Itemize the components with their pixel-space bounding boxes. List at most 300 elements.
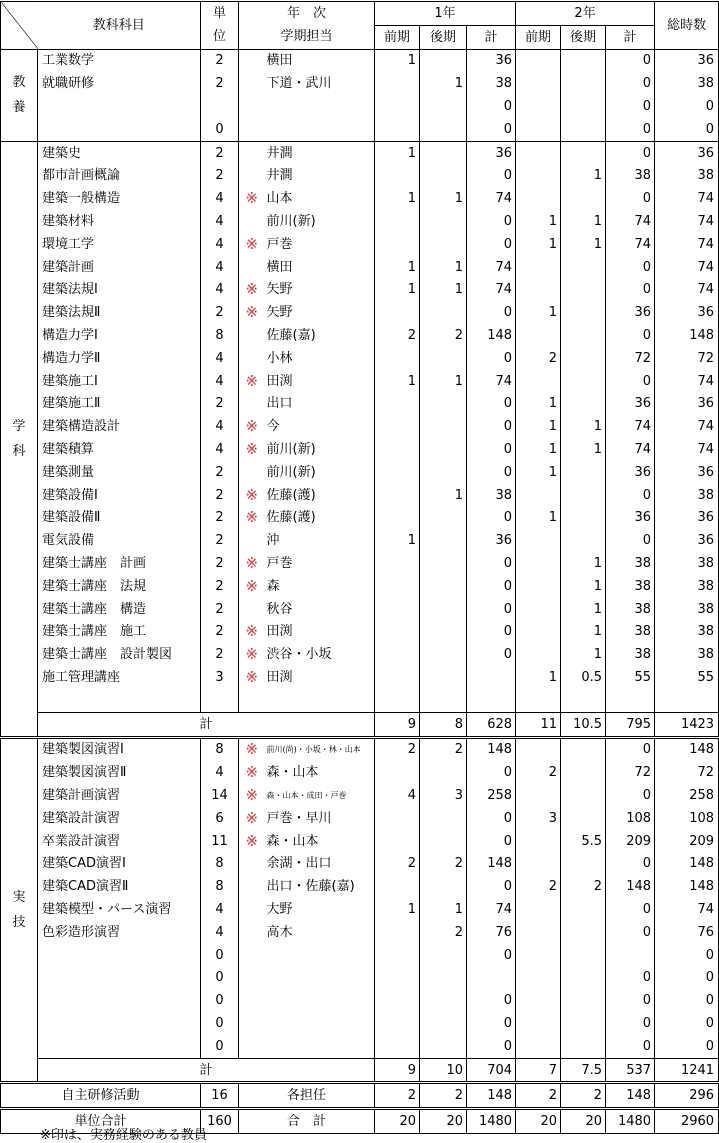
hours-y2t: 0 (606, 1035, 655, 1058)
hours-total: 148 (655, 852, 719, 875)
header-total-hours: 総時数 (655, 2, 719, 50)
hours-y1b (420, 301, 467, 324)
hours-y2b: 2 (561, 875, 606, 898)
table-row (1, 72, 719, 95)
hours-y2b (561, 484, 606, 507)
hours-total: 0 (655, 1012, 719, 1035)
unit-value: 14 (201, 784, 239, 807)
subject-name: 就職研修 (42, 76, 95, 92)
teacher-name: 大野 (265, 898, 375, 921)
teacher-name (265, 689, 375, 712)
self-study-row-y2a: 2 (516, 1083, 561, 1109)
hours-y1a (375, 438, 420, 461)
hours-y2b (561, 966, 606, 989)
hours-y2b (561, 784, 606, 807)
hours-y2a: 1 (516, 666, 561, 689)
experience-mark (239, 256, 265, 279)
table-row (1, 301, 719, 324)
hours-y2b: 1 (561, 621, 606, 644)
hours-y1t: 74 (467, 279, 516, 302)
hours-y1t: 0 (467, 989, 516, 1012)
header-unit-a: 単 (201, 2, 239, 26)
table-row (1, 49, 719, 72)
hours-y1a (375, 598, 420, 621)
unit-value: 0 (201, 1035, 239, 1058)
hours-total: 74 (655, 898, 719, 921)
subject-name (38, 1012, 201, 1035)
jitsugi-sum-total: 1241 (655, 1058, 719, 1083)
unit-value: 8 (201, 324, 239, 347)
hours-y2b: 0.5 (561, 666, 606, 689)
hours-total: 38 (655, 484, 719, 507)
subject-name: 建築模型・パース演習 (42, 901, 172, 917)
hours-y2b (561, 256, 606, 279)
self-study-row (1, 1083, 719, 1109)
teacher-name: 戸巻・早川 (265, 807, 375, 830)
hours-y2b (561, 921, 606, 944)
experience-mark: ※ (245, 234, 259, 253)
hours-y1b (420, 552, 467, 575)
experience-mark (239, 165, 265, 188)
hours-y2t: 0 (606, 737, 655, 761)
experience-mark: ※ (239, 737, 265, 761)
hours-y2b (561, 529, 606, 552)
hours-y2a (516, 324, 561, 347)
hours-y2b: 1 (561, 415, 606, 438)
experience-mark (239, 598, 265, 621)
hours-y1b (420, 621, 467, 644)
unit-value: 2 (201, 393, 239, 416)
experience-mark (239, 49, 265, 72)
hours-y2a (516, 598, 561, 621)
table-row (1, 944, 719, 967)
subject-name: 建築CAD演習Ⅱ (42, 879, 129, 895)
table-row (1, 643, 719, 666)
hours-total: 74 (655, 187, 719, 210)
table-row (1, 807, 719, 830)
hours-y2a (516, 784, 561, 807)
experience-mark: ※ (245, 508, 259, 527)
table-row (1, 575, 719, 598)
hours-y2t: 0 (606, 784, 655, 807)
unit-value: 4 (201, 279, 239, 302)
hours-y1b (420, 807, 467, 830)
teacher-name: 余湖・出口 (265, 852, 375, 875)
hours-y1a: 2 (375, 324, 420, 347)
hours-y1b: 2 (420, 852, 467, 875)
table-row (1, 165, 719, 188)
subject-name: 建築積算 (42, 442, 95, 458)
hours-y1t: 148 (467, 737, 516, 761)
hours-y1b: 3 (420, 784, 467, 807)
teacher-name: 森・山本・成田・戸巻 (265, 784, 375, 807)
teacher-name: 森 (265, 575, 375, 598)
hours-y1b (420, 666, 467, 689)
unit-value: 2 (201, 484, 239, 507)
hours-y2t (606, 689, 655, 712)
hours-y1a (375, 233, 420, 256)
table-row (1, 141, 719, 164)
subject-name: 構造力学Ⅰ (42, 328, 98, 344)
header-y1-second: 後期 (420, 25, 467, 49)
teacher-name: 秋谷 (265, 598, 375, 621)
hours-y1t: 0 (467, 347, 516, 370)
hours-y2t: 0 (606, 529, 655, 552)
hours-total: 36 (655, 141, 719, 164)
hours-y2t: 38 (606, 621, 655, 644)
teacher-name: 前川(尚)・小坂・林・山本 (265, 737, 375, 761)
hours-y1a: 2 (375, 737, 420, 761)
table-row (1, 598, 719, 621)
hours-y2t: 36 (606, 461, 655, 484)
hours-y1b (420, 347, 467, 370)
hours-y2a: 1 (516, 415, 561, 438)
subject-name (38, 689, 201, 712)
hours-total: 38 (655, 552, 719, 575)
hours-y2b: 1 (561, 438, 606, 461)
experience-mark: ※ (245, 554, 259, 573)
hours-y2b (561, 118, 606, 141)
hours-total: 36 (655, 507, 719, 530)
table-row (1, 689, 719, 712)
teacher-name: 山本 (265, 187, 375, 210)
experience-mark (239, 461, 265, 484)
hours-y2b (561, 95, 606, 118)
hours-y2b (561, 989, 606, 1012)
jitsugi-sum-row (1, 1058, 719, 1083)
hours-y1b (420, 49, 467, 72)
category-jitsugi-char: 実 (12, 889, 26, 905)
subject-name: 建築製図演習Ⅱ (42, 765, 127, 781)
hours-y2a: 2 (516, 875, 561, 898)
experience-mark: ※ (245, 485, 259, 504)
gakka-sum-total: 1423 (655, 712, 719, 737)
hours-total: 74 (655, 279, 719, 302)
experience-mark: ※ (245, 576, 259, 595)
hours-total: 36 (655, 529, 719, 552)
hours-y1a (375, 761, 420, 784)
self-study-row-y1a: 2 (375, 1083, 420, 1109)
table-row (1, 1035, 719, 1058)
unit-value: 4 (201, 761, 239, 784)
experience-mark: ※ (245, 417, 259, 436)
hours-total: 108 (655, 807, 719, 830)
teacher-name: 矢野 (265, 279, 375, 302)
hours-y1b: 2 (420, 921, 467, 944)
hours-y2t: 38 (606, 575, 655, 598)
hours-y2a (516, 852, 561, 875)
unit-value: 2 (201, 507, 239, 530)
unit-value: 4 (201, 233, 239, 256)
hours-y1a: 2 (375, 852, 420, 875)
hours-y2b: 1 (561, 598, 606, 621)
hours-y1t: 76 (467, 921, 516, 944)
teacher-name: 佐藤(護) (265, 507, 375, 530)
hours-y2a (516, 621, 561, 644)
hours-y1t: 74 (467, 370, 516, 393)
teacher-name: 佐藤(嘉) (265, 324, 375, 347)
hours-y1t: 0 (467, 507, 516, 530)
hours-y1a (375, 415, 420, 438)
unit-value: 2 (201, 643, 239, 666)
unit-value: 2 (201, 49, 239, 72)
hours-y2t: 74 (606, 233, 655, 256)
table-row (1, 552, 719, 575)
hours-y1b: 1 (420, 484, 467, 507)
hours-y1a: 1 (375, 279, 420, 302)
table-row (1, 966, 719, 989)
hours-y2t: 0 (606, 324, 655, 347)
experience-mark (239, 210, 265, 233)
table-row (1, 921, 719, 944)
hours-y2a (516, 529, 561, 552)
hours-y2t: 0 (606, 141, 655, 164)
hours-y2b (561, 49, 606, 72)
hours-y1b (420, 165, 467, 188)
grand-total-row-label: 単位合計 (1, 1109, 201, 1134)
hours-y1b (420, 529, 467, 552)
hours-y1t: 0 (467, 830, 516, 853)
hours-y2t: 74 (606, 415, 655, 438)
unit-value (201, 689, 239, 712)
hours-y2b: 1 (561, 210, 606, 233)
hours-y2b: 5.5 (561, 830, 606, 853)
subject-name (38, 989, 201, 1012)
hours-y2t: 72 (606, 761, 655, 784)
subject-name: 建築施工Ⅰ (42, 373, 98, 389)
jitsugi-sum-y2a: 7 (516, 1058, 561, 1083)
hours-y1t (467, 666, 516, 689)
header-year: 年 次 (239, 2, 375, 26)
hours-total: 38 (655, 621, 719, 644)
hours-y1a (375, 575, 420, 598)
experience-mark: ※ (245, 668, 259, 686)
hours-y2b (561, 1012, 606, 1035)
header-year1: 1年 (375, 2, 516, 26)
hours-total: 38 (655, 643, 719, 666)
subject-name: 建築士講座 設計製図 (42, 647, 173, 663)
subject-name: 建築法規Ⅰ (42, 282, 98, 298)
hours-y1t: 0 (467, 95, 516, 118)
hours-y2b (561, 279, 606, 302)
hours-y1t: 36 (467, 141, 516, 164)
hours-y1t: 0 (467, 233, 516, 256)
hours-y2t (606, 944, 655, 967)
hours-y1t: 0 (467, 552, 516, 575)
hours-total: 38 (655, 165, 719, 188)
hours-y2b: 1 (561, 643, 606, 666)
experience-mark (239, 393, 265, 416)
grand-total-row-y1b: 20 (420, 1109, 467, 1134)
hours-total: 76 (655, 921, 719, 944)
subject-name (38, 966, 201, 989)
subject-name: 建築CAD演習Ⅰ (42, 856, 126, 872)
hours-y2a: 1 (516, 393, 561, 416)
subject-name: 建築法規Ⅱ (42, 305, 101, 321)
hours-y1a (375, 989, 420, 1012)
subject-name: 建築計画 (42, 259, 95, 275)
hours-y2a (516, 256, 561, 279)
hours-total: 38 (655, 575, 719, 598)
hours-y1b: 1 (420, 72, 467, 95)
hours-y1t: 38 (467, 484, 516, 507)
hours-y2b (561, 807, 606, 830)
experience-mark (239, 875, 265, 898)
teacher-name: 渋谷・小坂 (265, 643, 375, 666)
hours-y1a (375, 393, 420, 416)
experience-mark (239, 141, 265, 164)
hours-y1b (420, 393, 467, 416)
subject-name (38, 118, 201, 141)
experience-mark (239, 1012, 265, 1035)
table-row (1, 438, 719, 461)
hours-y2b: 1 (561, 233, 606, 256)
self-study-row-y2t: 148 (606, 1083, 655, 1109)
experience-mark: ※ (245, 808, 259, 827)
hours-total: 0 (655, 966, 719, 989)
jitsugi-sum-label: 計 (38, 1058, 375, 1083)
unit-value: 2 (201, 552, 239, 575)
header-teacher: 学期担当 (239, 25, 375, 49)
hours-y1t: 0 (467, 118, 516, 141)
hours-y1a (375, 484, 420, 507)
gakka-sum-y1b: 8 (420, 712, 467, 737)
hours-y2a (516, 989, 561, 1012)
gakka-sum-label: 計 (38, 712, 375, 737)
unit-value: 4 (201, 438, 239, 461)
table-row (1, 621, 719, 644)
hours-total: 55 (655, 666, 719, 689)
table-row (1, 118, 719, 141)
hours-total: 148 (655, 875, 719, 898)
hours-y2a (516, 187, 561, 210)
jitsugi-sum-y1t: 704 (467, 1058, 516, 1083)
teacher-name: 小林 (265, 347, 375, 370)
hours-y1a: 1 (375, 370, 420, 393)
hours-y2b (561, 689, 606, 712)
hours-y1t: 0 (467, 393, 516, 416)
teacher-name: 高木 (265, 921, 375, 944)
hours-y1a (375, 830, 420, 853)
grand-total-row-y2t: 1480 (606, 1109, 655, 1134)
hours-y1t: 148 (467, 324, 516, 347)
hours-y1b: 1 (420, 279, 467, 302)
hours-y2b: 1 (561, 575, 606, 598)
hours-y2a: 1 (516, 301, 561, 324)
grand-total-row-y2b: 20 (561, 1109, 606, 1134)
hours-y2b (561, 324, 606, 347)
hours-y1a (375, 210, 420, 233)
hours-y1b (420, 598, 467, 621)
hours-y1t: 36 (467, 529, 516, 552)
hours-y1b (420, 1012, 467, 1035)
hours-y1b (420, 966, 467, 989)
unit-value: 4 (201, 415, 239, 438)
subject-name: 建築士講座 施工 (42, 624, 147, 640)
hours-y2t: 209 (606, 830, 655, 853)
hours-y2a (516, 966, 561, 989)
hours-y1t: 0 (467, 165, 516, 188)
hours-y2t: 0 (606, 370, 655, 393)
hours-y1a (375, 72, 420, 95)
subject-name: 建築材料 (42, 214, 95, 230)
self-study-row-unit: 16 (201, 1083, 239, 1109)
experience-mark: ※ (245, 303, 259, 322)
hours-y2t: 0 (606, 187, 655, 210)
hours-y2a (516, 95, 561, 118)
hours-y1a: 1 (375, 529, 420, 552)
teacher-name: 出口 (265, 393, 375, 416)
hours-y1b (420, 689, 467, 712)
teacher-name (265, 989, 375, 1012)
table-row (1, 95, 719, 118)
unit-value: 0 (201, 989, 239, 1012)
hours-y1b: 1 (420, 898, 467, 921)
hours-y2a (516, 643, 561, 666)
gakka-sum-y2b: 10.5 (561, 712, 606, 737)
hours-y1a (375, 347, 420, 370)
unit-value: 4 (201, 898, 239, 921)
hours-y2b (561, 72, 606, 95)
hours-y2a: 1 (516, 461, 561, 484)
hours-total: 38 (655, 72, 719, 95)
header-row-1 (1, 2, 719, 26)
teacher-name: 森・山本 (265, 761, 375, 784)
hours-total: 74 (655, 233, 719, 256)
hours-y2a (516, 72, 561, 95)
subject-name: 建築士講座 構造 (42, 601, 147, 617)
hours-y2b (561, 393, 606, 416)
hours-y1t: 0 (467, 598, 516, 621)
hours-y2b (561, 944, 606, 967)
hours-y1a (375, 666, 420, 689)
experience-mark (239, 1035, 265, 1058)
corner-cell (1, 2, 38, 50)
table-row (1, 737, 719, 761)
teacher-name: 戸巻 (265, 233, 375, 256)
hours-y2t: 36 (606, 393, 655, 416)
hours-y2t: 148 (606, 875, 655, 898)
gakka-sum-row (1, 712, 719, 737)
gakka-sum-y2t: 795 (606, 712, 655, 737)
hours-y1b (420, 507, 467, 530)
jitsugi-sum-y2b: 7.5 (561, 1058, 606, 1083)
unit-value: 2 (201, 165, 239, 188)
table-row (1, 830, 719, 853)
hours-y2b (561, 761, 606, 784)
self-study-row-y1t: 148 (467, 1083, 516, 1109)
experience-mark: ※ (245, 785, 259, 804)
hours-y1b (420, 95, 467, 118)
hours-total: 74 (655, 256, 719, 279)
hours-y1a (375, 552, 420, 575)
experience-mark: ※ (245, 645, 259, 664)
hours-y2a (516, 370, 561, 393)
hours-total: 74 (655, 438, 719, 461)
hours-total (655, 689, 719, 712)
subject-name: 構造力学Ⅱ (42, 350, 101, 366)
hours-y1t: 38 (467, 72, 516, 95)
hours-y1a (375, 921, 420, 944)
table-row (1, 370, 719, 393)
hours-y1b: 1 (420, 256, 467, 279)
hours-y2a: 2 (516, 761, 561, 784)
hours-y2t: 0 (606, 72, 655, 95)
hours-y2b (561, 898, 606, 921)
subject-name: 電気設備 (42, 533, 95, 549)
hours-y1b: 1 (420, 187, 467, 210)
self-study-row-y2b: 2 (561, 1083, 606, 1109)
